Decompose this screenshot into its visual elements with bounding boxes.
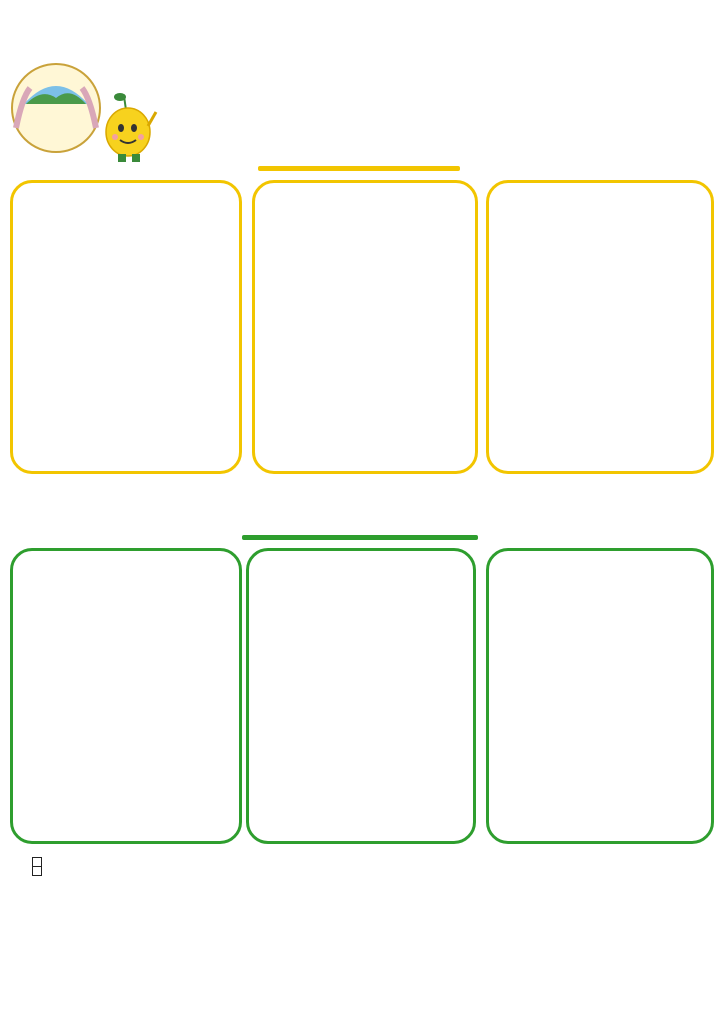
card-honbu bbox=[486, 180, 714, 474]
section-underline-yellow bbox=[258, 166, 460, 171]
card-hamadori bbox=[10, 548, 242, 844]
notes-section bbox=[32, 854, 692, 863]
cherry-blossom-border bbox=[0, 0, 722, 60]
card-kaju bbox=[252, 180, 478, 474]
fukushima-150th-logo bbox=[8, 58, 104, 156]
checkbox-square-icon bbox=[32, 866, 42, 876]
section-underline-green bbox=[242, 535, 478, 540]
mascot-character-icon bbox=[100, 92, 158, 164]
card-aizu bbox=[486, 548, 714, 844]
rapeseed-flower-border bbox=[0, 950, 722, 1024]
card-chikusan bbox=[10, 180, 242, 474]
qr-code[interactable] bbox=[620, 852, 690, 922]
card-kenpoku bbox=[246, 548, 476, 844]
